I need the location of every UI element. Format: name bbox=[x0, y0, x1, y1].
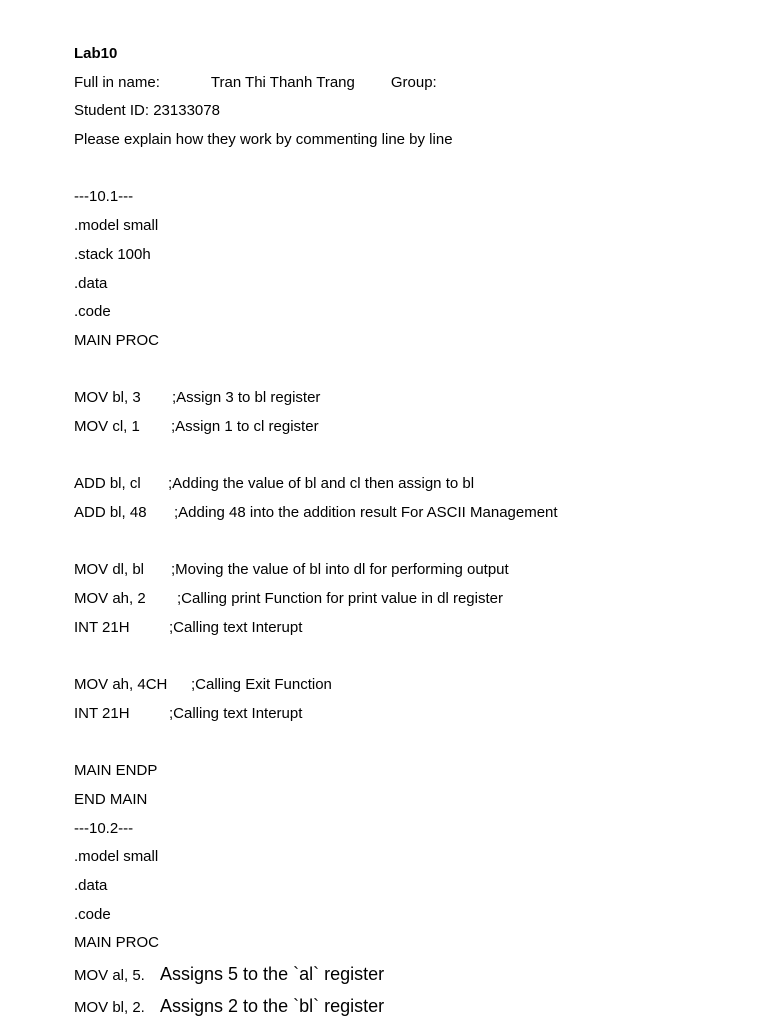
code-text: INT 21H bbox=[74, 618, 169, 638]
directive-line: END MAIN bbox=[74, 790, 714, 819]
code-comment: Assigns 5 to the `al` register bbox=[160, 964, 384, 984]
code-line bbox=[74, 503, 714, 532]
student-id: Student ID: 23133078 bbox=[74, 101, 714, 130]
code-text: MOV ah, 4CH bbox=[74, 675, 191, 695]
lab-title: Lab10 bbox=[74, 44, 714, 73]
code-comment: ;Calling print Function for print value in dl register bbox=[177, 590, 503, 607]
directive-line: .stack 100h bbox=[74, 245, 714, 274]
code-comment: Assigns 2 to the `bl` register bbox=[160, 996, 384, 1016]
code-comment: ;Calling Exit Function bbox=[191, 676, 332, 693]
blank-line bbox=[74, 159, 714, 188]
directive-line: MAIN PROC bbox=[74, 933, 714, 962]
code-comment: ;Adding the value of bl and cl then assign to bl bbox=[168, 475, 474, 492]
blank-line bbox=[74, 360, 714, 389]
code-text: INT 21H bbox=[74, 704, 169, 724]
code-line bbox=[74, 388, 714, 417]
document-page bbox=[74, 44, 714, 1025]
code-line bbox=[74, 675, 714, 704]
directive-line: .data bbox=[74, 274, 714, 303]
blank-line bbox=[74, 733, 714, 762]
directive-line: .data bbox=[74, 876, 714, 905]
code-text: MOV ah, 2 bbox=[74, 589, 177, 609]
code-text: MOV bl, 2. bbox=[74, 996, 160, 1020]
code-comment: ;Assign 1 to cl register bbox=[171, 418, 319, 435]
code-comment: ;Adding 48 into the addition result For ASCII Management bbox=[174, 504, 558, 521]
code-comment: ;Moving the value of bl into dl for performing output bbox=[171, 561, 509, 578]
code-text: ADD bl, cl bbox=[74, 474, 168, 494]
blank-line bbox=[74, 646, 714, 675]
code-line bbox=[74, 560, 714, 589]
code-text: ADD bl, 48 bbox=[74, 503, 174, 523]
directive-line: .model small bbox=[74, 216, 714, 245]
code-line bbox=[74, 962, 714, 994]
code-line bbox=[74, 589, 714, 618]
code-comment: ;Calling text Interupt bbox=[169, 705, 302, 722]
directive-line: MAIN ENDP bbox=[74, 761, 714, 790]
name-value: Tran Thi Thanh Trang bbox=[211, 74, 355, 91]
directive-line: .code bbox=[74, 905, 714, 934]
code-comment: ;Calling text Interupt bbox=[169, 619, 302, 636]
blank-line bbox=[74, 532, 714, 561]
code-line bbox=[74, 618, 714, 647]
directive-line: MAIN PROC bbox=[74, 331, 714, 360]
directive-line: .code bbox=[74, 302, 714, 331]
code-line bbox=[74, 704, 714, 733]
instruction-text: Please explain how they work by commenting line by line bbox=[74, 130, 714, 159]
code-line bbox=[74, 474, 714, 503]
section-marker: ---10.1--- bbox=[74, 187, 714, 216]
group-label: Group: bbox=[391, 74, 437, 91]
code-line bbox=[74, 994, 714, 1025]
code-text: MOV bl, 3 bbox=[74, 388, 172, 408]
code-text: MOV cl, 1 bbox=[74, 417, 171, 437]
section-marker: ---10.2--- bbox=[74, 819, 714, 848]
code-comment: ;Assign 3 to bl register bbox=[172, 389, 320, 406]
code-text: MOV dl, bl bbox=[74, 560, 171, 580]
name-label: Full in name: bbox=[74, 74, 160, 91]
name-line bbox=[74, 73, 714, 102]
directive-line: .model small bbox=[74, 847, 714, 876]
code-text: MOV al, 5. bbox=[74, 964, 160, 988]
code-line bbox=[74, 417, 714, 446]
blank-line bbox=[74, 446, 714, 475]
